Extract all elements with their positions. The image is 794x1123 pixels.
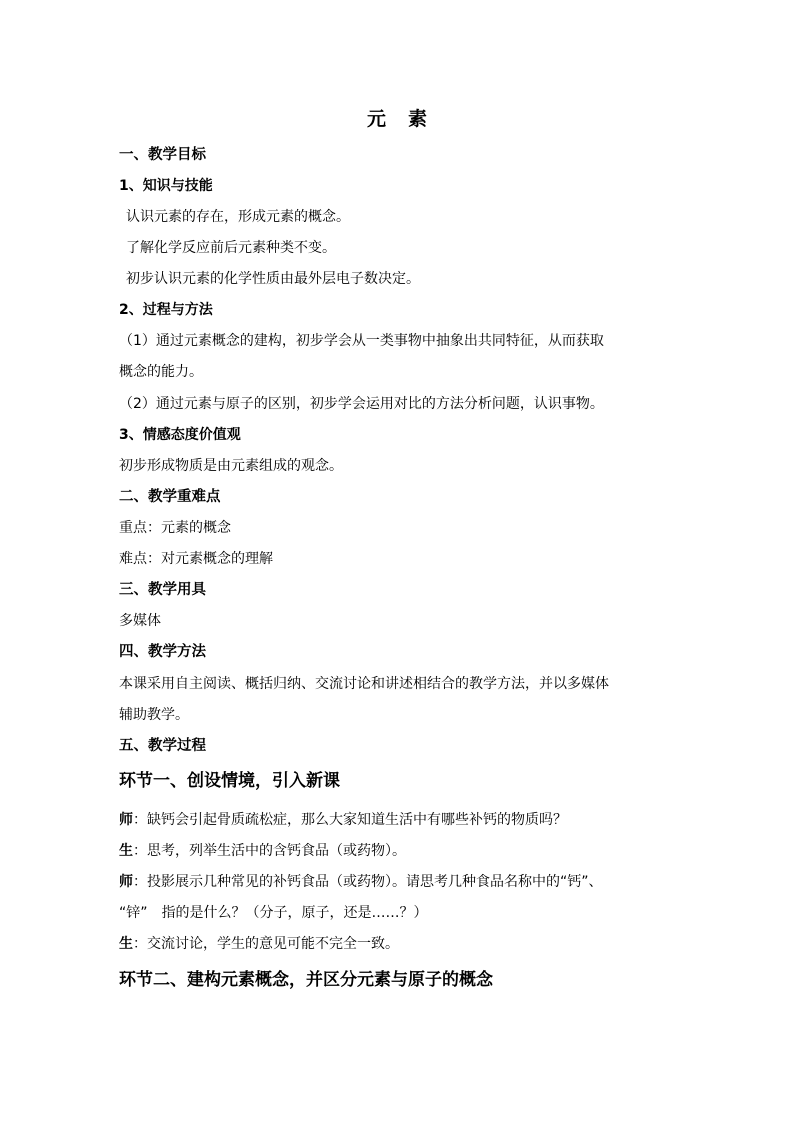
stage-1-heading: 环节一、创设情境，引入新课	[119, 771, 340, 791]
page-title	[0, 106, 794, 132]
dialog-line-5	[119, 934, 399, 954]
heading-tools: 三、教学用具	[119, 582, 206, 598]
key-point: 重点：元素的概念	[119, 520, 231, 536]
heading-teaching-process: 五、教学过程	[119, 738, 206, 754]
heading-knowledge-skills: 1、知识与技能	[119, 178, 213, 194]
dialog-line-3	[119, 872, 603, 892]
speaker-student: 生	[119, 936, 133, 952]
process-item-1-line-1: （1）通过元素概念的建构，初步学会从一类事物中抽象出共同特征，从而获取	[119, 333, 604, 349]
methods-line-2: 辅助教学。	[119, 707, 189, 723]
dialog-line-2	[119, 841, 406, 861]
dialog-text: ：交流讨论，学生的意见可能不完全一致。	[133, 936, 399, 952]
heading-attitude: 3、情感态度价值观	[119, 427, 241, 443]
attitude-item: 初步形成物质是由元素组成的观念。	[119, 458, 343, 474]
tools-item: 多媒体	[119, 613, 161, 629]
dialog-text: ：缺钙会引起骨质疏松症，那么大家知道生活中有哪些补钙的物质吗？	[133, 812, 567, 828]
dialog-line-4	[119, 903, 428, 923]
title-char-1: 元	[366, 108, 386, 130]
speaker-teacher: 师	[119, 812, 133, 828]
title-char-2: 素	[408, 108, 428, 130]
dialog-text: ：思考，列举生活中的含钙食品（或药物）。	[133, 843, 406, 859]
process-item-1-line-2: 概念的能力。	[119, 364, 203, 380]
heading-key-points: 二、教学重难点	[119, 489, 221, 505]
knowledge-item-3: 初步认识元素的化学性质由最外层电子数决定。	[126, 271, 420, 287]
knowledge-item-2: 了解化学反应前后元素种类不变。	[126, 240, 336, 256]
speaker-teacher: 师	[119, 874, 133, 890]
stage-2-heading: 环节二、建构元素概念，并区分元素与原子的概念	[119, 970, 493, 990]
dialog-text: “锌” 指的是什么？（分子，原子，还是……？）	[119, 905, 428, 921]
methods-line-1: 本课采用自主阅读、概括归纳、交流讨论和讲述相结合的教学方法，并以多媒体	[119, 676, 609, 692]
process-item-2: （2）通过元素与原子的区别，初步学会运用对比的方法分析问题，认识事物。	[119, 396, 604, 412]
knowledge-item-1: 认识元素的存在，形成元素的概念。	[126, 209, 350, 225]
heading-methods: 四、教学方法	[119, 644, 206, 660]
speaker-student: 生	[119, 843, 133, 859]
heading-objectives: 一、教学目标	[119, 147, 206, 163]
difficult-point: 难点：对元素概念的理解	[119, 551, 273, 567]
dialog-text: ：投影展示几种常见的补钙食品（或药物）。请思考几种食品名称中的“钙”、	[133, 874, 603, 890]
heading-process-methods: 2、过程与方法	[119, 302, 213, 318]
dialog-line-1	[119, 810, 567, 830]
